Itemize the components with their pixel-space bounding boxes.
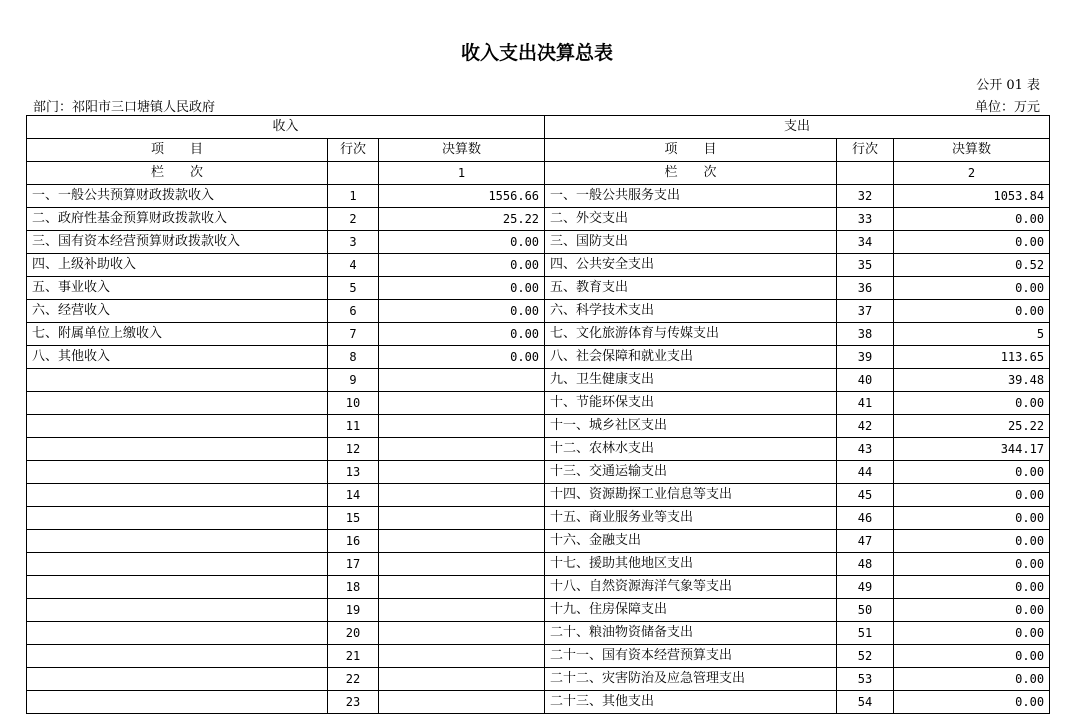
expense-line-cell: 47 (837, 530, 894, 553)
income-item-cell: 三、国有资本经营预算财政拨款收入 (27, 231, 328, 254)
expense-amount-cell: 5 (894, 323, 1050, 346)
income-line-cell: 3 (328, 231, 379, 254)
income-line-cell: 2 (328, 208, 379, 231)
income-line-cell: 15 (328, 507, 379, 530)
expense-line-cell: 45 (837, 484, 894, 507)
income-amount-cell (379, 461, 545, 484)
income-group-header: 收入 (27, 116, 545, 139)
income-item-cell: 四、上级补助收入 (27, 254, 328, 277)
income-item-cell (27, 507, 328, 530)
income-amount-cell: 1556.66 (379, 185, 545, 208)
column-number-row (27, 162, 1050, 185)
table-row (27, 392, 1050, 415)
expense-column-no: 2 (894, 162, 1050, 185)
expense-line-cell: 36 (837, 277, 894, 300)
expense-item-cell: 六、科学技术支出 (545, 300, 837, 323)
department-label: 部门：祁阳市三口塘镇人民政府 (33, 100, 216, 115)
income-item-header: 项 目 (27, 139, 328, 162)
expense-item-cell: 十一、城乡社区支出 (545, 415, 837, 438)
income-item-cell (27, 553, 328, 576)
income-line-cell: 9 (328, 369, 379, 392)
expense-item-cell: 十九、住房保障支出 (545, 599, 837, 622)
expense-amount-cell: 113.65 (894, 346, 1050, 369)
expense-line-header: 行次 (837, 139, 894, 162)
expense-amount-cell: 0.00 (894, 484, 1050, 507)
income-line-cell: 17 (328, 553, 379, 576)
income-item-cell (27, 530, 328, 553)
table-row (27, 691, 1050, 714)
expense-amount-cell: 0.00 (894, 645, 1050, 668)
expense-amount-cell: 344.17 (894, 438, 1050, 461)
income-amount-cell (379, 507, 545, 530)
expense-amount-cell: 0.00 (894, 507, 1050, 530)
income-amount-cell (379, 691, 545, 714)
table-row (27, 645, 1050, 668)
table-row (27, 599, 1050, 622)
expense-line-cell: 38 (837, 323, 894, 346)
income-item-cell: 五、事业收入 (27, 277, 328, 300)
income-amount-cell (379, 645, 545, 668)
expense-amount-cell: 0.00 (894, 622, 1050, 645)
expense-line-cell: 43 (837, 438, 894, 461)
expense-amount-cell: 0.00 (894, 599, 1050, 622)
table-row (27, 530, 1050, 553)
expense-item-cell: 一、一般公共服务支出 (545, 185, 837, 208)
income-line-cell: 11 (328, 415, 379, 438)
expense-amount-cell: 0.00 (894, 461, 1050, 484)
income-amount-cell (379, 484, 545, 507)
expense-item-cell: 二十、粮油物资储备支出 (545, 622, 837, 645)
expense-item-cell: 十八、自然资源海洋气象等支出 (545, 576, 837, 599)
income-amount-cell (379, 438, 545, 461)
expense-amount-cell: 0.00 (894, 277, 1050, 300)
income-line-cell: 16 (328, 530, 379, 553)
income-line-cell: 5 (328, 277, 379, 300)
table-body (27, 185, 1050, 714)
income-line-cell: 6 (328, 300, 379, 323)
table-code: 公开 01 表 (976, 78, 1040, 93)
income-amount-cell: 0.00 (379, 231, 545, 254)
expense-line-cell: 34 (837, 231, 894, 254)
expense-line-cell: 33 (837, 208, 894, 231)
income-item-cell: 二、政府性基金预算财政拨款收入 (27, 208, 328, 231)
income-line-cell: 21 (328, 645, 379, 668)
expense-amount-cell: 0.00 (894, 392, 1050, 415)
expense-item-cell: 七、文化旅游体育与传媒支出 (545, 323, 837, 346)
expense-line-cell: 53 (837, 668, 894, 691)
expense-amount-cell: 0.00 (894, 576, 1050, 599)
income-amount-cell: 0.00 (379, 277, 545, 300)
income-item-cell: 一、一般公共预算财政拨款收入 (27, 185, 328, 208)
table-row (27, 323, 1050, 346)
income-line-cell: 22 (328, 668, 379, 691)
expense-amount-cell: 1053.84 (894, 185, 1050, 208)
expense-item-cell: 四、公共安全支出 (545, 254, 837, 277)
income-amount-cell (379, 576, 545, 599)
expense-amount-cell: 25.22 (894, 415, 1050, 438)
income-line-cell: 13 (328, 461, 379, 484)
expense-group-header: 支出 (545, 116, 1050, 139)
expense-item-cell: 九、卫生健康支出 (545, 369, 837, 392)
expense-item-cell: 十七、援助其他地区支出 (545, 553, 837, 576)
expense-line-cell: 52 (837, 645, 894, 668)
income-line-cell: 19 (328, 599, 379, 622)
income-amount-cell: 0.00 (379, 346, 545, 369)
income-amount-cell: 25.22 (379, 208, 545, 231)
expense-item-cell: 二十三、其他支出 (545, 691, 837, 714)
unit-label: 单位：万元 (974, 100, 1040, 115)
expense-line-cell: 32 (837, 185, 894, 208)
expense-line-cell: 41 (837, 392, 894, 415)
table-row (27, 300, 1050, 323)
expense-amount-cell: 0.00 (894, 668, 1050, 691)
expense-column-no-blank (837, 162, 894, 185)
expense-amount-cell: 0.00 (894, 691, 1050, 714)
income-column-no: 1 (379, 162, 545, 185)
expense-amount-cell: 39.48 (894, 369, 1050, 392)
income-amount-header: 决算数 (379, 139, 545, 162)
expense-item-cell: 八、社会保障和就业支出 (545, 346, 837, 369)
income-amount-cell (379, 369, 545, 392)
income-line-cell: 20 (328, 622, 379, 645)
expense-line-cell: 39 (837, 346, 894, 369)
expense-amount-cell: 0.00 (894, 553, 1050, 576)
income-amount-cell (379, 530, 545, 553)
table-row (27, 507, 1050, 530)
income-item-cell (27, 461, 328, 484)
table-row (27, 185, 1050, 208)
expense-line-cell: 50 (837, 599, 894, 622)
income-line-header: 行次 (328, 139, 379, 162)
table-row (27, 369, 1050, 392)
income-item-cell (27, 599, 328, 622)
income-item-cell (27, 415, 328, 438)
income-line-cell: 18 (328, 576, 379, 599)
expense-line-cell: 51 (837, 622, 894, 645)
table-row (27, 484, 1050, 507)
expense-item-cell: 五、教育支出 (545, 277, 837, 300)
income-amount-cell (379, 599, 545, 622)
table-row (27, 622, 1050, 645)
expense-item-cell: 三、国防支出 (545, 231, 837, 254)
income-item-cell (27, 438, 328, 461)
income-amount-cell (379, 668, 545, 691)
expense-item-cell: 二、外交支出 (545, 208, 837, 231)
income-column-no-label: 栏 次 (27, 162, 328, 185)
expense-item-header: 项 目 (545, 139, 837, 162)
income-item-cell (27, 484, 328, 507)
expense-line-cell: 42 (837, 415, 894, 438)
income-item-cell (27, 576, 328, 599)
expense-amount-cell: 0.00 (894, 208, 1050, 231)
table-row (27, 346, 1050, 369)
income-line-cell: 7 (328, 323, 379, 346)
expense-amount-cell: 0.52 (894, 254, 1050, 277)
income-item-cell: 六、经营收入 (27, 300, 328, 323)
expense-item-cell: 十五、商业服务业等支出 (545, 507, 837, 530)
income-line-cell: 12 (328, 438, 379, 461)
income-item-cell (27, 622, 328, 645)
income-amount-cell: 0.00 (379, 300, 545, 323)
expense-line-cell: 35 (837, 254, 894, 277)
expense-line-cell: 44 (837, 461, 894, 484)
expense-item-cell: 十六、金融支出 (545, 530, 837, 553)
column-header-row (27, 139, 1050, 162)
expense-line-cell: 49 (837, 576, 894, 599)
income-item-cell (27, 645, 328, 668)
expense-amount-header: 决算数 (894, 139, 1050, 162)
table-row (27, 438, 1050, 461)
table-row (27, 415, 1050, 438)
income-line-cell: 1 (328, 185, 379, 208)
expense-amount-cell: 0.00 (894, 300, 1050, 323)
expense-line-cell: 48 (837, 553, 894, 576)
expense-amount-cell: 0.00 (894, 231, 1050, 254)
expense-item-cell: 二十一、国有资本经营预算支出 (545, 645, 837, 668)
expense-item-cell: 二十二、灾害防治及应急管理支出 (545, 668, 837, 691)
income-amount-cell (379, 392, 545, 415)
table-row (27, 553, 1050, 576)
table-row (27, 668, 1050, 691)
table-row (27, 277, 1050, 300)
income-column-no-blank (328, 162, 379, 185)
income-amount-cell (379, 622, 545, 645)
table-row (27, 461, 1050, 484)
table-row (27, 208, 1050, 231)
income-line-cell: 10 (328, 392, 379, 415)
income-line-cell: 8 (328, 346, 379, 369)
expense-line-cell: 46 (837, 507, 894, 530)
expense-line-cell: 40 (837, 369, 894, 392)
expense-item-cell: 十三、交通运输支出 (545, 461, 837, 484)
income-item-cell (27, 668, 328, 691)
income-amount-cell: 0.00 (379, 323, 545, 346)
income-expense-table (26, 115, 1050, 714)
expense-item-cell: 十、节能环保支出 (545, 392, 837, 415)
expense-column-no-label: 栏 次 (545, 162, 837, 185)
table-row (27, 231, 1050, 254)
expense-item-cell: 十二、农林水支出 (545, 438, 837, 461)
expense-line-cell: 37 (837, 300, 894, 323)
income-item-cell (27, 392, 328, 415)
income-amount-cell (379, 415, 545, 438)
income-line-cell: 23 (328, 691, 379, 714)
report-title: 收入支出决算总表 (460, 42, 613, 64)
expense-item-cell: 十四、资源勘探工业信息等支出 (545, 484, 837, 507)
expense-line-cell: 54 (837, 691, 894, 714)
income-line-cell: 4 (328, 254, 379, 277)
income-amount-cell: 0.00 (379, 254, 545, 277)
table-row (27, 254, 1050, 277)
income-item-cell (27, 691, 328, 714)
income-item-cell (27, 369, 328, 392)
income-line-cell: 14 (328, 484, 379, 507)
income-item-cell: 七、附属单位上缴收入 (27, 323, 328, 346)
table-row (27, 576, 1050, 599)
group-header-row (27, 116, 1050, 139)
income-amount-cell (379, 553, 545, 576)
expense-amount-cell: 0.00 (894, 530, 1050, 553)
income-item-cell: 八、其他收入 (27, 346, 328, 369)
